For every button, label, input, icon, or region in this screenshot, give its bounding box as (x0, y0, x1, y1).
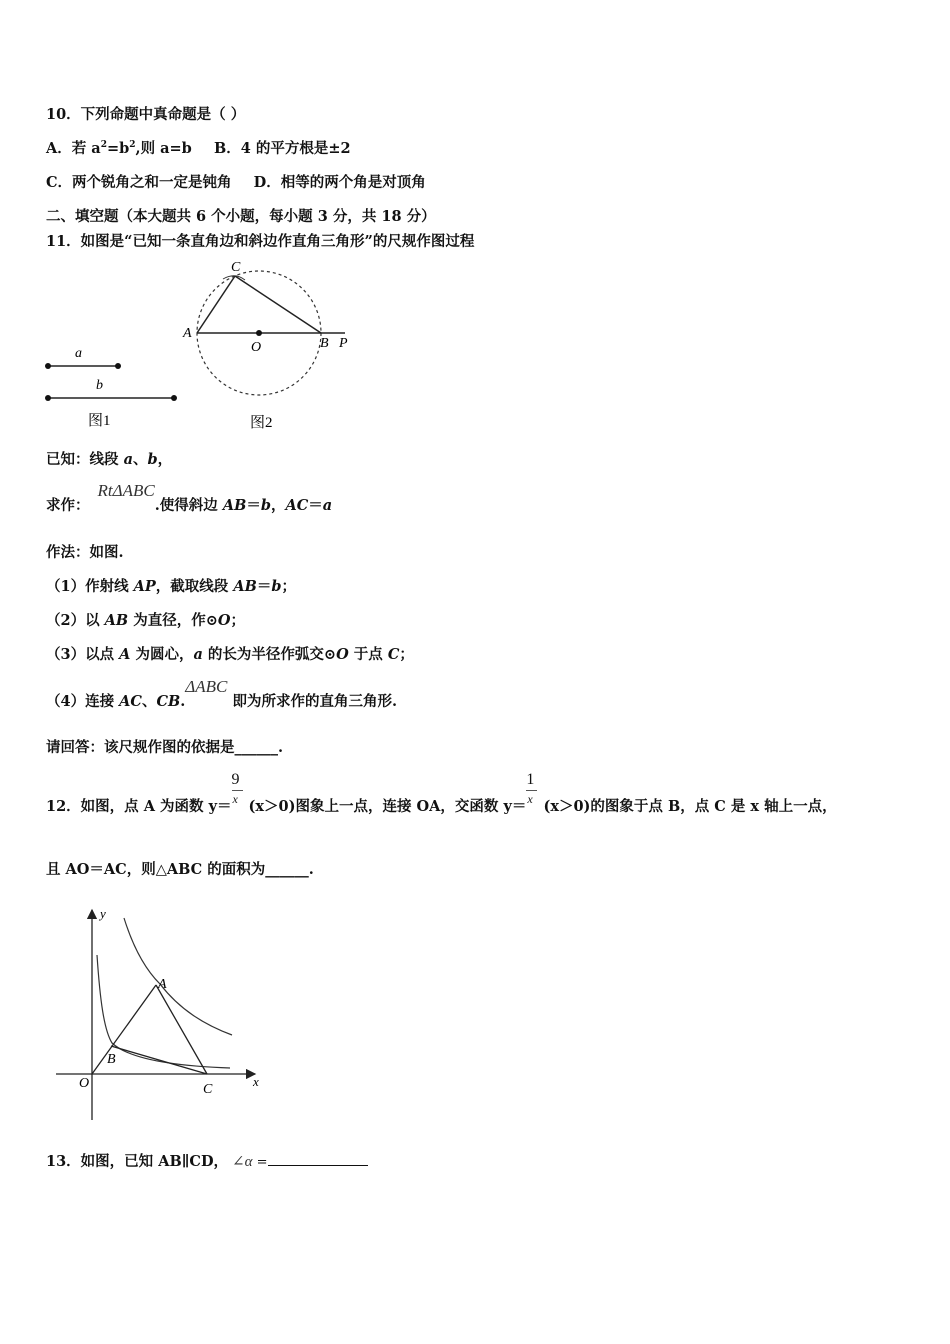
section-heading: 二、填空题（本大题共 6 个小题，每小题 3 分，共 18 分） (46, 208, 436, 225)
label-c: C (231, 260, 241, 275)
label-b-point: B (320, 336, 329, 351)
label-p: P (339, 336, 348, 351)
label-point-c: C (203, 1082, 213, 1097)
math-triangle: ΔABC (185, 677, 228, 696)
q11-seek: 求作：RtΔABC.使得斜边 AB＝b，AC＝a (46, 481, 333, 514)
label-y-axis: y (100, 906, 106, 921)
figure-2 (175, 255, 365, 435)
q10-option-d: D．相等的两个角是对顶角 (253, 174, 426, 191)
q11-step-3: （3）以点 A 为圆心，a 的长为半径作弧交⊙O 于点 C； (46, 646, 414, 663)
label-point-b: B (107, 1052, 116, 1067)
segment-ac (197, 276, 235, 333)
q10-title: 10．下列命题中真命题是（ ） (46, 106, 246, 123)
figure-1-caption: 图1 (88, 413, 111, 429)
segment-ac-graph (156, 985, 207, 1074)
label-b: b (96, 378, 103, 393)
q11-step-1: （1）作射线 AP，截取线段 AB＝b； (46, 578, 297, 595)
curve-9-over-x (124, 918, 232, 1035)
q10-option-b: B．4 的平方根是±2 (213, 140, 351, 157)
fraction-1-over-x: $\frac{1}{x}$ (526, 797, 538, 811)
q12-text: 12．如图，点 A 为函数 y＝ $\frac{9}{x}$ (x＞0)图象上一点，连接 OA，交函数 y＝ $\frac{1}{x}$ (x＞0)的图象于点 B，点 C 是 x 轴上一点， (46, 771, 837, 815)
q11-step-2: （2）以 AB 为直径，作⊙O； (46, 612, 245, 629)
center-o (256, 330, 262, 336)
q13-answer-blank (268, 1165, 368, 1166)
q11-step-4: （4）连接 AC、CB.ΔABC 即为所求作的直角三角形. (46, 677, 397, 710)
label-o: O (251, 340, 262, 355)
segment-bc (111, 1046, 207, 1074)
q10-option-c: C．两个锐角之和一定是钝角 (46, 174, 232, 191)
q10-options-ab (46, 137, 351, 158)
q11-question: 请回答：该尺规作图的依据是______. (46, 739, 284, 756)
label-origin: O (79, 1076, 90, 1091)
q11-title: 11．如图是“已知一条直角边和斜边作直角三角形”的尺规作图过程 (46, 233, 475, 250)
q11-method: 作法：如图. (46, 544, 124, 561)
math-angle-alpha: ∠α (232, 1154, 253, 1170)
q12-graph (50, 900, 270, 1125)
figure-1 (40, 340, 190, 435)
segment-cb (235, 276, 321, 333)
label-a-point: A (183, 326, 192, 341)
figure-2-caption: 图2 (250, 415, 273, 431)
math-rt-triangle: RtΔABC (97, 481, 155, 500)
fraction-9-over-x: $\frac{9}{x}$ (232, 797, 244, 811)
q10-option-a: A．若 $a^2=b^2$,则 a=b (46, 140, 192, 157)
label-x-axis: x (253, 1074, 259, 1089)
label-point-a: A (158, 977, 167, 992)
q12-question: 且 AO＝AC，则△ABC 的面积为______. (46, 861, 314, 878)
curve-1-over-x (97, 955, 230, 1068)
q11-known: 已知：线段 a、b， (46, 451, 173, 468)
q13-text: 13．如图，已知 AB∥CD， ∠α = (46, 1150, 368, 1171)
label-a: a (75, 346, 82, 361)
q10-options-cd (46, 171, 426, 192)
